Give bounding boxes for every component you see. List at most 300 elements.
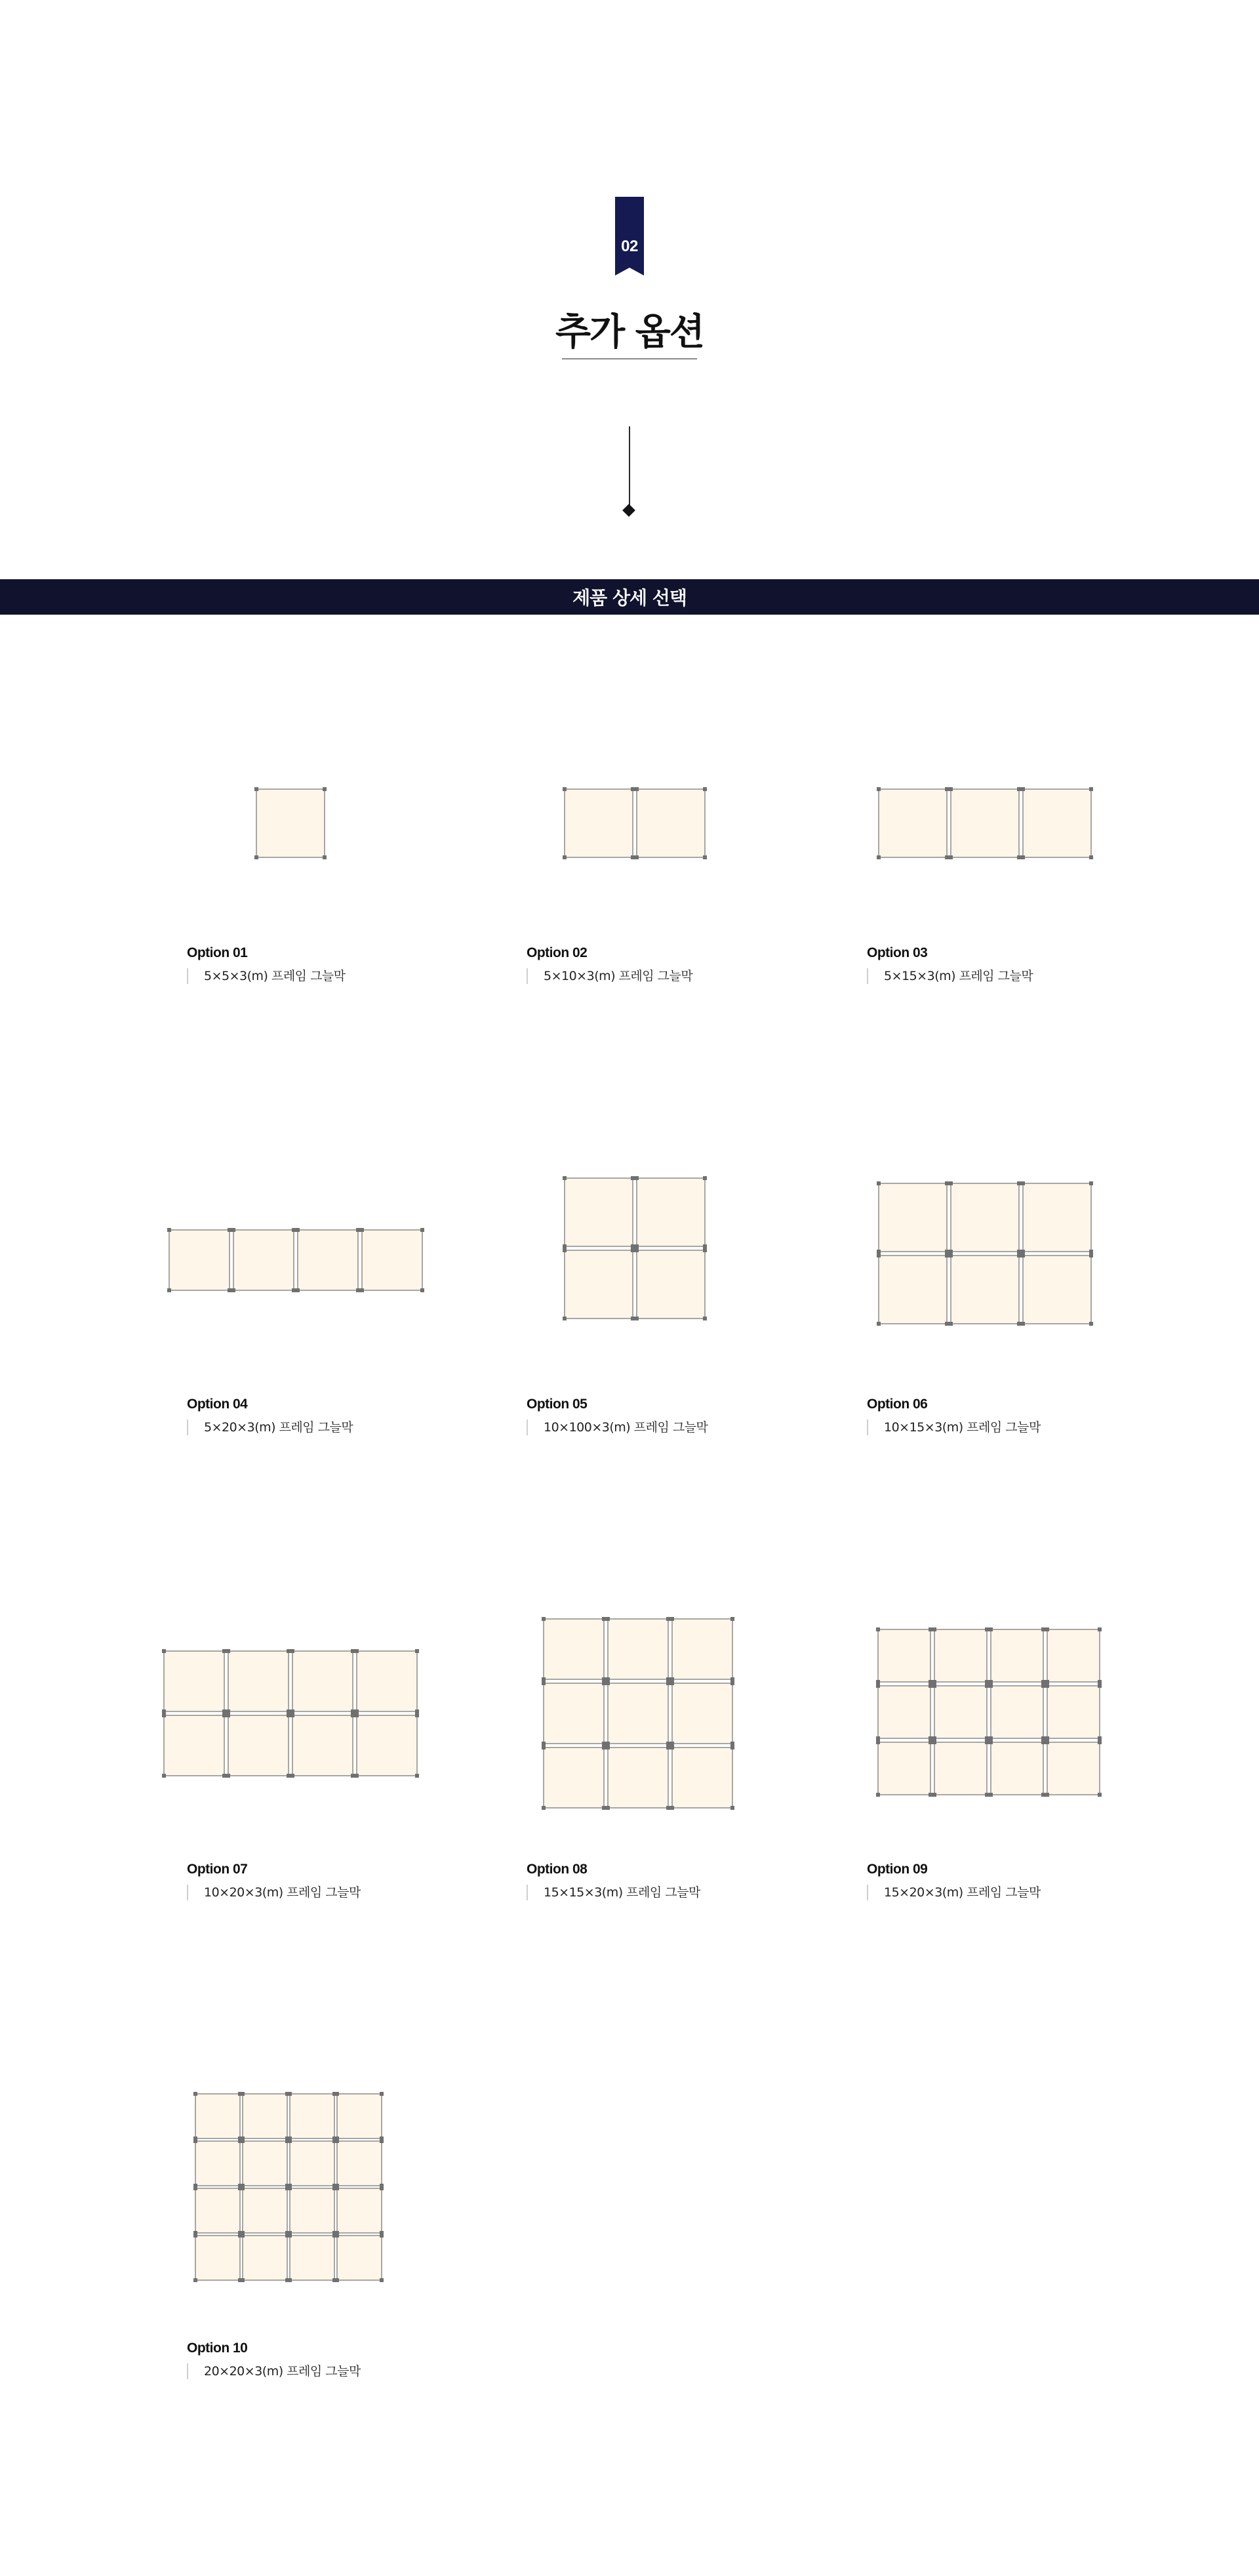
frame-joint — [989, 1736, 993, 1740]
frame-joint — [351, 1649, 355, 1653]
frame-joint — [670, 1617, 674, 1621]
frame-joint — [877, 1254, 881, 1257]
frame-joint — [193, 2186, 197, 2190]
frame-joint — [1089, 1254, 1093, 1257]
frame-joint — [1041, 1793, 1045, 1797]
frame-tile — [243, 2141, 287, 2186]
frame-joint — [730, 1681, 734, 1685]
frame-joint — [985, 1736, 989, 1740]
frame-tile — [637, 1178, 705, 1246]
option-label — [867, 1396, 1116, 1435]
frame-joint — [1045, 1680, 1049, 1684]
frame-joint — [415, 1713, 419, 1717]
frame-joint — [606, 1617, 610, 1621]
frame-joint — [415, 1649, 419, 1653]
frame-tile — [290, 2141, 334, 2186]
frame-joint — [226, 1649, 230, 1653]
frame-tile — [672, 1748, 732, 1808]
frame-joint — [1045, 1793, 1049, 1797]
frame-tile — [233, 1230, 294, 1290]
frame-tile — [608, 1748, 668, 1808]
frame-joint — [985, 1680, 989, 1684]
frame-joint — [1021, 855, 1025, 859]
frame-joint — [949, 1181, 953, 1185]
frame-tile — [608, 1683, 668, 1744]
frame-joint — [730, 1617, 734, 1621]
frame-joint — [288, 2234, 292, 2238]
frame-joint — [355, 1709, 359, 1713]
frame-tile — [243, 2236, 287, 2280]
frame-joint — [228, 1228, 231, 1232]
frame-joint — [287, 1774, 290, 1778]
option-description: 15×15×3(m) 프레임 그늘막 — [527, 1885, 776, 1900]
option-description: 20×20×3(m) 프레임 그늘막 — [187, 2363, 436, 2379]
frame-joint — [296, 1228, 300, 1232]
frame-joint — [635, 787, 639, 791]
frame-joint — [287, 1713, 290, 1717]
frame-tile — [292, 1651, 353, 1711]
frame-joint — [985, 1684, 989, 1688]
frame-tile — [565, 1178, 633, 1246]
frame-joint — [703, 1244, 707, 1248]
frame-tile — [1023, 789, 1091, 857]
frame-joint — [1017, 855, 1021, 859]
frame-joint — [241, 2139, 245, 2143]
frame-tile — [879, 789, 947, 857]
frame-joint — [1041, 1684, 1045, 1688]
frame-joint — [380, 2139, 384, 2143]
option-description: 10×15×3(m) 프레임 그늘막 — [867, 1420, 1116, 1435]
frame-joint — [288, 2092, 292, 2096]
diamond-marker-icon — [622, 504, 635, 517]
frame-joint — [730, 1677, 734, 1681]
product-detail-label: 제품 상세 선택 — [572, 587, 687, 609]
frame-joint — [380, 2234, 384, 2238]
option-diagram — [541, 1616, 735, 1810]
frame-joint — [335, 2186, 339, 2190]
frame-joint — [635, 1248, 639, 1252]
frame-joint — [380, 2278, 384, 2282]
frame-tile — [991, 1742, 1043, 1795]
frame-joint — [226, 1774, 230, 1778]
frame-joint — [989, 1684, 993, 1688]
frame-joint — [415, 1709, 419, 1713]
frame-joint — [670, 1806, 674, 1810]
option-description: 5×15×3(m) 프레임 그늘막 — [867, 968, 1116, 984]
option-description: 15×20×3(m) 프레임 그늘막 — [867, 1885, 1116, 1900]
frame-joint — [876, 1680, 880, 1684]
frame-tile — [298, 1230, 358, 1290]
frame-joint — [989, 1680, 993, 1684]
frame-joint — [1045, 1627, 1049, 1631]
page-title: 추가 옵션 — [555, 311, 704, 354]
title-underline — [562, 358, 697, 359]
frame-joint — [563, 1248, 567, 1252]
frame-joint — [1098, 1740, 1102, 1744]
frame-joint — [606, 1742, 610, 1746]
frame-tile — [878, 1629, 930, 1682]
frame-tile — [608, 1619, 668, 1679]
frame-joint — [945, 855, 949, 859]
option-diagram — [161, 1648, 420, 1778]
frame-tile — [951, 789, 1019, 857]
frame-joint — [162, 1713, 166, 1717]
frame-joint — [360, 1288, 364, 1292]
frame-joint — [563, 1317, 567, 1320]
frame-joint — [932, 1793, 936, 1797]
frame-joint — [945, 1181, 949, 1185]
frame-tile — [256, 789, 325, 857]
frame-joint — [929, 1793, 932, 1797]
frame-joint — [351, 1709, 355, 1713]
frame-tile — [879, 1256, 947, 1324]
frame-joint — [631, 855, 635, 859]
section-header — [0, 0, 1259, 577]
option-label — [187, 1396, 436, 1435]
frame-joint — [1089, 855, 1093, 859]
frame-joint — [222, 1709, 226, 1713]
frame-joint — [292, 1228, 296, 1232]
frame-tile — [672, 1619, 732, 1679]
frame-tile — [195, 2094, 240, 2138]
frame-joint — [945, 1322, 949, 1326]
frame-joint — [666, 1742, 670, 1746]
frame-joint — [985, 1740, 989, 1744]
frame-joint — [877, 787, 881, 791]
frame-joint — [929, 1684, 932, 1688]
frame-tile — [672, 1683, 732, 1744]
frame-joint — [932, 1680, 936, 1684]
frame-joint — [1041, 1736, 1045, 1740]
frame-joint — [1021, 1181, 1025, 1185]
frame-joint — [631, 1244, 635, 1248]
option-name: Option 07 — [187, 1862, 248, 1877]
option-name: Option 10 — [187, 2341, 248, 2356]
frame-tile — [637, 789, 705, 857]
frame-joint — [1098, 1736, 1102, 1740]
frame-joint — [635, 1176, 639, 1180]
frame-joint — [985, 1793, 989, 1797]
frame-joint — [360, 1228, 364, 1232]
option-diagram — [254, 787, 327, 860]
frame-joint — [193, 2139, 197, 2143]
frame-tile — [637, 1250, 705, 1319]
frame-joint — [602, 1677, 606, 1681]
option-diagram — [876, 787, 1094, 860]
frame-tile — [337, 2094, 382, 2138]
option-name: Option 06 — [867, 1397, 928, 1412]
frame-joint — [167, 1228, 171, 1232]
frame-joint — [222, 1713, 226, 1717]
frame-joint — [1021, 1250, 1025, 1254]
frame-joint — [193, 2278, 197, 2282]
frame-joint — [730, 1742, 734, 1746]
frame-joint — [1021, 1254, 1025, 1257]
frame-joint — [929, 1740, 932, 1744]
frame-joint — [703, 1248, 707, 1252]
section-number-ribbon — [615, 197, 644, 276]
option-name: Option 02 — [527, 945, 588, 960]
frame-tile — [243, 2188, 287, 2233]
option-label — [187, 1861, 436, 1900]
frame-joint — [563, 787, 567, 791]
frame-joint — [193, 2234, 197, 2238]
frame-joint — [254, 855, 258, 859]
frame-joint — [542, 1681, 546, 1685]
frame-tile — [228, 1715, 289, 1776]
frame-joint — [1041, 1627, 1045, 1631]
frame-joint — [162, 1649, 166, 1653]
frame-joint — [420, 1288, 424, 1292]
option-diagram — [167, 1227, 425, 1293]
frame-joint — [670, 1746, 674, 1749]
frame-joint — [876, 1740, 880, 1744]
frame-tile — [357, 1651, 417, 1711]
frame-joint — [323, 787, 327, 791]
connector-line — [629, 426, 630, 506]
frame-joint — [932, 1627, 936, 1631]
bookmark-icon — [615, 197, 644, 276]
frame-joint — [288, 2139, 292, 2143]
frame-joint — [635, 1317, 639, 1320]
frame-joint — [703, 1176, 707, 1180]
frame-joint — [222, 1774, 226, 1778]
frame-joint — [1089, 1322, 1093, 1326]
frame-joint — [877, 855, 881, 859]
frame-joint — [380, 2186, 384, 2190]
frame-joint — [1045, 1736, 1049, 1740]
frame-joint — [989, 1740, 993, 1744]
frame-tile — [357, 1715, 417, 1776]
frame-joint — [162, 1774, 166, 1778]
frame-joint — [985, 1627, 989, 1631]
frame-joint — [241, 2092, 245, 2096]
frame-tile — [878, 1742, 930, 1795]
option-name: Option 03 — [867, 945, 928, 960]
frame-joint — [945, 1254, 949, 1257]
frame-joint — [631, 1248, 635, 1252]
frame-joint — [949, 855, 953, 859]
frame-joint — [877, 1181, 881, 1185]
option-diagram — [875, 1627, 1102, 1797]
option-description: 5×10×3(m) 프레임 그늘막 — [527, 968, 776, 984]
frame-tile — [565, 789, 633, 857]
frame-joint — [1017, 1322, 1021, 1326]
frame-joint — [876, 1684, 880, 1688]
frame-joint — [666, 1746, 670, 1749]
frame-joint — [335, 2234, 339, 2238]
frame-tile — [1047, 1629, 1100, 1682]
frame-joint — [876, 1627, 880, 1631]
frame-tile — [228, 1651, 289, 1711]
frame-joint — [670, 1742, 674, 1746]
frame-joint — [241, 2186, 245, 2190]
frame-joint — [606, 1681, 610, 1685]
frame-joint — [335, 2278, 339, 2282]
frame-tile — [991, 1629, 1043, 1682]
frame-joint — [666, 1806, 670, 1810]
frame-joint — [1021, 787, 1025, 791]
option-description: 10×20×3(m) 프레임 그늘막 — [187, 1885, 436, 1900]
frame-tile — [195, 2236, 240, 2280]
frame-joint — [193, 2092, 197, 2096]
frame-joint — [288, 2186, 292, 2190]
frame-joint — [945, 1250, 949, 1254]
frame-joint — [563, 1176, 567, 1180]
option-label — [867, 945, 1116, 984]
frame-tile — [991, 1686, 1043, 1738]
frame-tile — [879, 1183, 947, 1252]
frame-joint — [231, 1288, 235, 1292]
frame-joint — [602, 1806, 606, 1810]
frame-joint — [563, 1244, 567, 1248]
section-number: 02 — [621, 237, 638, 255]
frame-joint — [666, 1677, 670, 1681]
frame-joint — [730, 1746, 734, 1749]
option-label — [527, 1396, 776, 1435]
frame-tile — [164, 1651, 224, 1711]
frame-joint — [989, 1627, 993, 1631]
frame-tile — [934, 1742, 987, 1795]
option-label — [867, 1861, 1116, 1900]
frame-joint — [631, 1317, 635, 1320]
frame-joint — [335, 2139, 339, 2143]
frame-joint — [631, 787, 635, 791]
frame-joint — [703, 855, 707, 859]
frame-joint — [355, 1649, 359, 1653]
frame-joint — [1098, 1680, 1102, 1684]
option-label — [527, 1861, 776, 1900]
frame-joint — [877, 1322, 881, 1326]
frame-joint — [949, 787, 953, 791]
frame-joint — [606, 1677, 610, 1681]
frame-joint — [355, 1774, 359, 1778]
frame-joint — [290, 1709, 294, 1713]
frame-joint — [602, 1617, 606, 1621]
option-diagram — [193, 2091, 384, 2283]
frame-tile — [544, 1683, 604, 1744]
frame-joint — [929, 1680, 932, 1684]
frame-joint — [356, 1288, 360, 1292]
frame-joint — [1089, 1250, 1093, 1254]
frame-joint — [1017, 1181, 1021, 1185]
frame-joint — [228, 1288, 231, 1292]
frame-joint — [351, 1713, 355, 1717]
frame-joint — [949, 1250, 953, 1254]
frame-joint — [1041, 1740, 1045, 1744]
frame-tile — [934, 1629, 987, 1682]
frame-joint — [876, 1793, 880, 1797]
frame-joint — [415, 1774, 419, 1778]
option-name: Option 08 — [527, 1862, 588, 1877]
frame-tile — [565, 1250, 633, 1319]
frame-tile — [544, 1748, 604, 1808]
option-diagram — [562, 787, 708, 860]
frame-tile — [292, 1715, 353, 1776]
frame-joint — [635, 855, 639, 859]
frame-tile — [169, 1230, 230, 1290]
option-label — [527, 945, 776, 984]
frame-joint — [1098, 1627, 1102, 1631]
frame-tile — [337, 2236, 382, 2280]
frame-joint — [380, 2092, 384, 2096]
option-diagram — [562, 1176, 708, 1321]
frame-joint — [703, 787, 707, 791]
frame-joint — [1017, 1250, 1021, 1254]
frame-joint — [666, 1681, 670, 1685]
frame-joint — [1045, 1740, 1049, 1744]
frame-joint — [932, 1736, 936, 1740]
option-description: 10×100×3(m) 프레임 그늘막 — [527, 1420, 776, 1435]
frame-joint — [1098, 1684, 1102, 1688]
frame-tile — [290, 2094, 334, 2138]
frame-joint — [290, 1774, 294, 1778]
frame-joint — [932, 1684, 936, 1688]
option-label — [187, 2340, 436, 2379]
frame-joint — [876, 1736, 880, 1740]
frame-joint — [1089, 1181, 1093, 1185]
frame-joint — [290, 1713, 294, 1717]
option-name: Option 04 — [187, 1397, 248, 1412]
frame-joint — [292, 1288, 296, 1292]
frame-joint — [287, 1709, 290, 1713]
frame-tile — [195, 2188, 240, 2233]
option-description: 5×20×3(m) 프레임 그늘막 — [187, 1420, 436, 1435]
frame-tile — [878, 1686, 930, 1738]
frame-joint — [949, 1322, 953, 1326]
frame-tile — [544, 1619, 604, 1679]
frame-joint — [296, 1288, 300, 1292]
frame-joint — [241, 2278, 245, 2282]
option-name: Option 05 — [527, 1397, 588, 1412]
frame-tile — [1023, 1256, 1091, 1324]
frame-tile — [951, 1256, 1019, 1324]
frame-joint — [666, 1617, 670, 1621]
frame-tile — [1023, 1183, 1091, 1252]
frame-joint — [1021, 1322, 1025, 1326]
frame-joint — [287, 1649, 290, 1653]
frame-tile — [243, 2094, 287, 2138]
frame-joint — [420, 1228, 424, 1232]
frame-joint — [290, 1649, 294, 1653]
frame-joint — [231, 1228, 235, 1232]
frame-tile — [195, 2141, 240, 2186]
frame-joint — [877, 1250, 881, 1254]
frame-joint — [1089, 787, 1093, 791]
frame-joint — [542, 1746, 546, 1749]
frame-tile — [1047, 1742, 1100, 1795]
frame-joint — [356, 1228, 360, 1232]
frame-joint — [222, 1649, 226, 1653]
frame-tile — [337, 2188, 382, 2233]
option-name: Option 01 — [187, 945, 248, 960]
frame-tile — [362, 1230, 422, 1290]
frame-joint — [602, 1742, 606, 1746]
frame-joint — [254, 787, 258, 791]
frame-joint — [606, 1806, 610, 1810]
option-description: 5×5×3(m) 프레임 그늘막 — [187, 968, 436, 984]
frame-joint — [542, 1677, 546, 1681]
option-name: Option 09 — [867, 1862, 928, 1877]
option-label — [187, 945, 436, 984]
frame-joint — [241, 2234, 245, 2238]
option-diagram — [876, 1181, 1094, 1326]
frame-joint — [670, 1681, 674, 1685]
frame-joint — [226, 1713, 230, 1717]
frame-joint — [1017, 1254, 1021, 1257]
frame-joint — [226, 1709, 230, 1713]
frame-tile — [934, 1686, 987, 1738]
